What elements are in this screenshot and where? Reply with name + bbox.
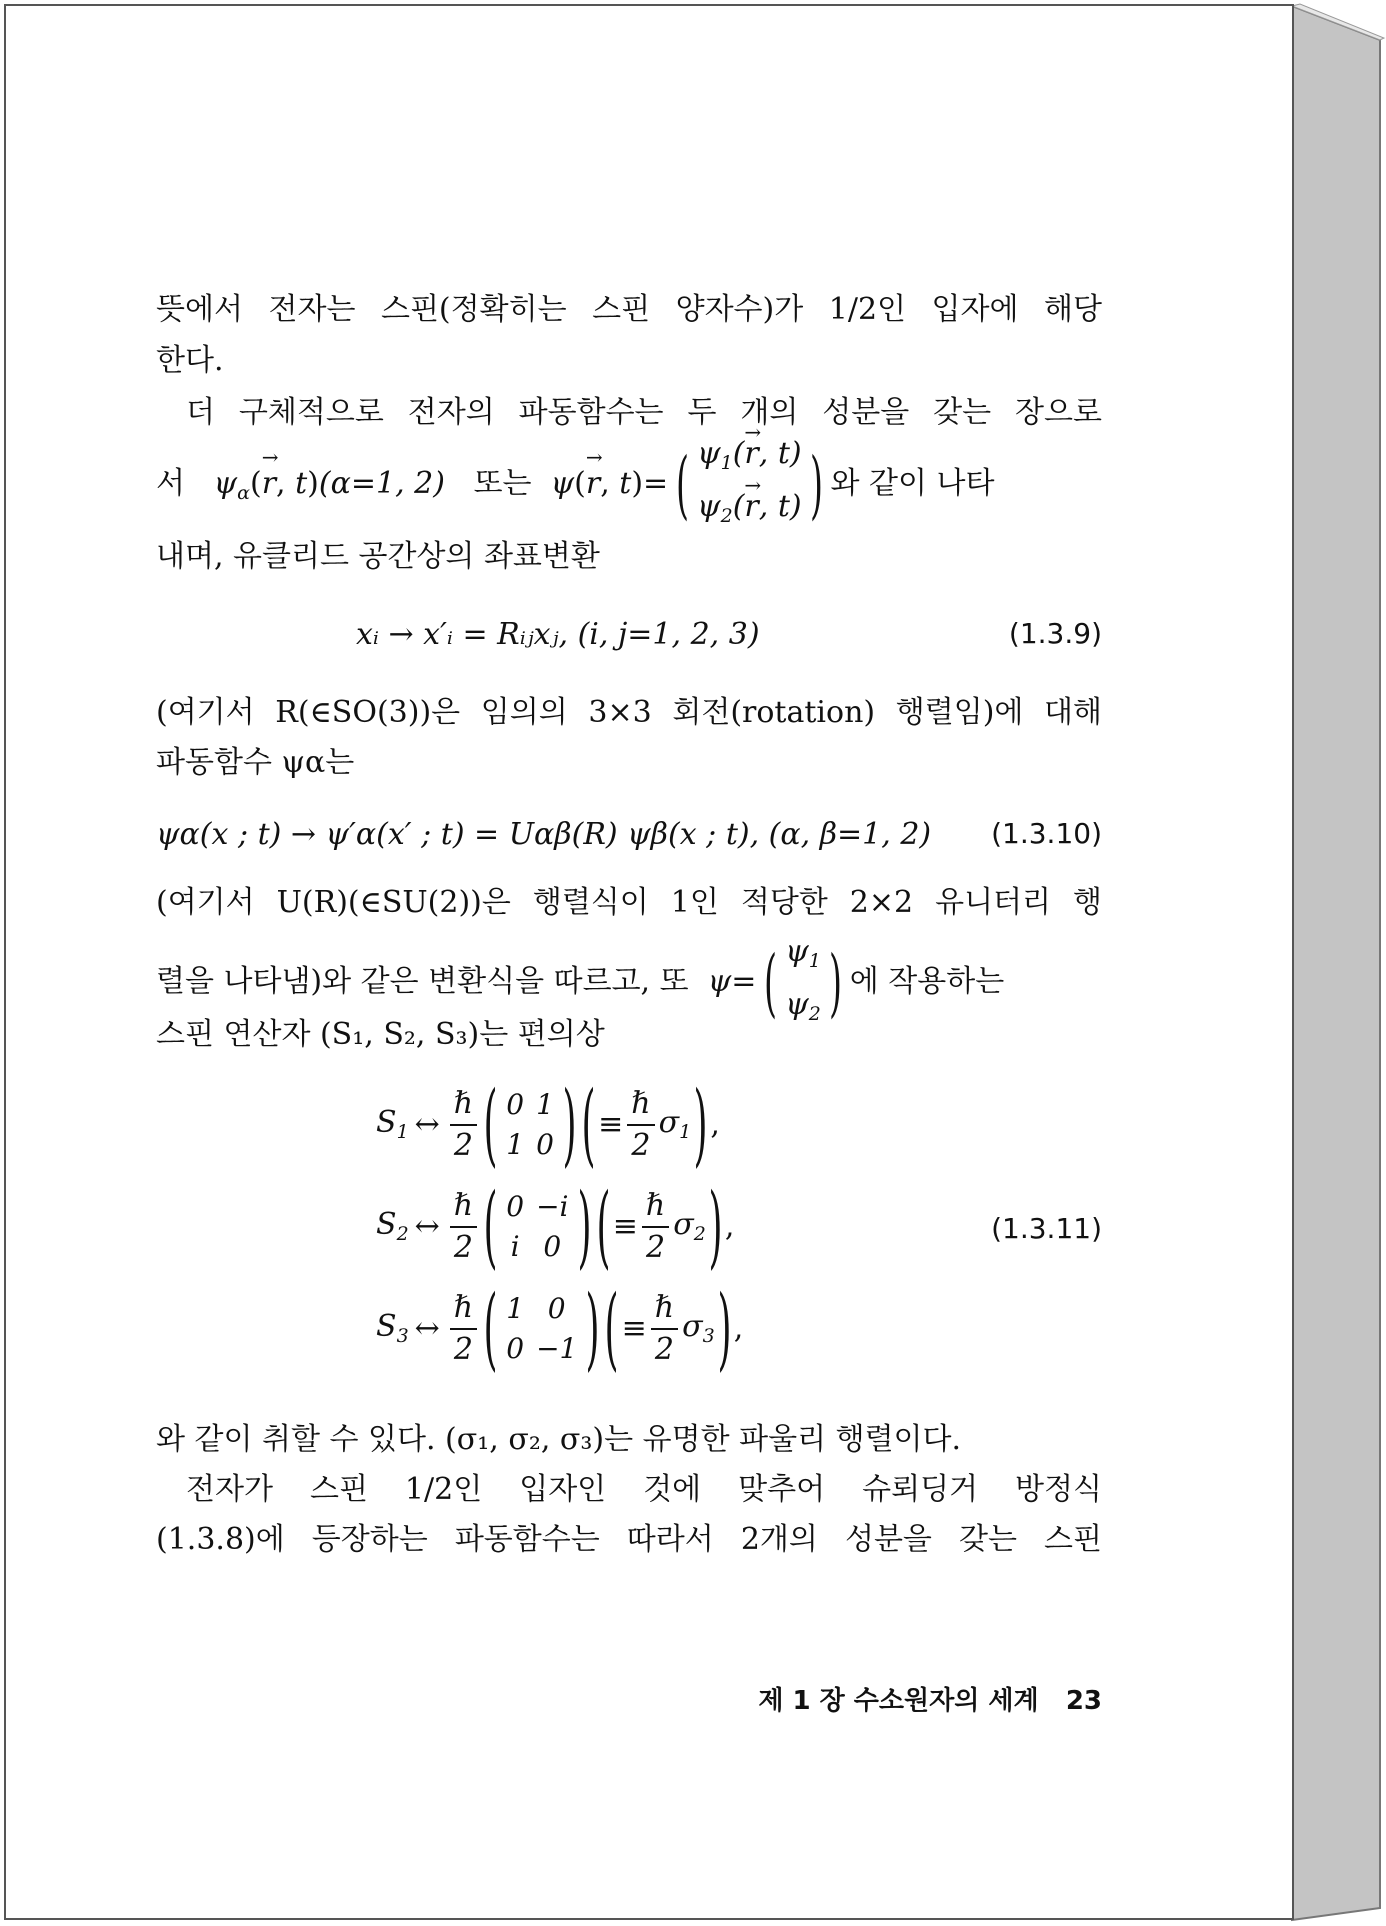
paragraph-5-line-1: 와 같이 취할 수 있다. (σ₁, σ₂, σ₃)는 유명한 파울리 행렬이다. [156, 1422, 962, 1457]
pauli-matrix: 0 1 1 0 [506, 1088, 554, 1161]
sigma-symbol: $\sigma_3$ [682, 1309, 715, 1347]
psi-alpha: $\psi_\alpha$ [213, 466, 250, 504]
sigma-symbol: $\sigma_1$ [658, 1105, 692, 1143]
paragraph-4-line-2-start: 렬을 나타냄)와 같은 변환식을 따르고, 또 [156, 964, 689, 999]
page-footer [730, 1680, 1102, 1717]
paragraph-3-line-2: 파동함수 ψα는 [156, 745, 355, 780]
paragraph-2-line-3: 내며, 유클리드 공간상의 좌표변환 [156, 539, 600, 574]
text-seo: 서 [156, 466, 185, 501]
sigma-symbol: $\sigma_2$ [673, 1207, 706, 1245]
paragraph-6-line-1: 전자가 스핀 1/2인 입자인 것에 맞추어 슈뢰딩거 방정식 [186, 1472, 1102, 1507]
t-var: t [295, 466, 308, 501]
paragraph-1-line-1: 뜻에서 전자는 스핀(정확히는 스핀 양자수)가 1/2인 입자에 해당 [156, 292, 1102, 327]
pauli-matrix: 1 0 0 −1 [506, 1292, 578, 1365]
paragraph-4-line-1: (여기서 U(R)(∈SU(2))은 행렬식이 1인 적당한 2×2 유니터리 행 [156, 885, 1102, 920]
text-and-appears: 와 같이 나타 [830, 466, 995, 501]
paragraph-6-line-2: (1.3.8)에 등장하는 파동함수는 따라서 2개의 성분을 갖는 스핀 [156, 1522, 1102, 1557]
equation-1-3-10: ψα(x ; t) → ψ′α(x′ ; t) = Uαβ(R) ψβ(x ; t), (α, β=1, 2) [156, 817, 932, 852]
alpha-range: (α=1, 2) [318, 466, 445, 501]
pauli-matrix: 0 −i i 0 [506, 1190, 569, 1263]
spin-operator: $S_2$ [376, 1207, 409, 1245]
hbar-over-two: $\frac{\text{ℏ}}{2}$ [450, 1288, 477, 1370]
hbar-over-two: $\frac{\text{ℏ}}{2}$ [450, 1186, 477, 1268]
spin-operator-row: $S_3$ ↔ $\frac{\text{ℏ}}{2}$ ( 1 0 0 −1 )(≡ $\frac{\text{ℏ}}{2}$ $\sigma_3$), [376, 1276, 744, 1381]
page-number: 23 [1065, 1686, 1102, 1716]
equation-number-1-3-11: (1.3.11) [991, 1212, 1102, 1245]
paragraph-3-line-1: (여기서 R(∈SO(3))은 임의의 3×3 회전(rotation) 행렬임)에 대해 [156, 695, 1102, 730]
paragraph-2-line-2: 서 $\psi_\alpha(\to r$, t)(α=1, 2) 또는 ψ(→ r, t)= ( $\psi_1(\to r$, t) $\psi_2(\to r$, t) ) 와 같이 나타 [156, 432, 1102, 538]
paragraph-4-line-3: 스핀 연산자 (S₁, S₂, S₃)는 편의상 [156, 1017, 605, 1052]
spin-operator: $S_3$ [376, 1309, 409, 1347]
spin-operator-row: $S_1$ ↔ $\frac{\text{ℏ}}{2}$ ( 0 1 1 0 )(≡ $\frac{\text{ℏ}}{2}$ $\sigma_1$), [376, 1072, 720, 1177]
paragraph-4-line-2: 렬을 나타냄)와 같은 변환식을 따르고, 또 ψ= ( $\psi_1$ $\psi_2$ ) 에 작용하는 [156, 930, 1102, 1036]
paragraph-1-line-2: 한다. [156, 343, 224, 378]
equation-number-1-3-9: (1.3.9) [1008, 617, 1102, 650]
paragraph-4-line-2-end: 에 작용하는 [849, 964, 1005, 999]
equation-1-3-9: xᵢ → x′ᵢ = Rᵢⱼxⱼ, (i, j=1, 2, 3) [356, 617, 760, 652]
spin-operator: $S_1$ [376, 1105, 409, 1143]
chapter-title: 제 1 장 수소원자의 세계 [758, 1686, 1039, 1716]
spin-operator-row: $S_2$ ↔ $\frac{\text{ℏ}}{2}$ ( 0 −i i 0 )(≡ $\frac{\text{ℏ}}{2}$ $\sigma_2$), [376, 1174, 735, 1279]
equation-number-1-3-10: (1.3.10) [991, 817, 1102, 850]
hbar-over-two: $\frac{\text{ℏ}}{2}$ [450, 1084, 477, 1166]
psi-two-component: $\psi_1$ $\psi_2$ [785, 934, 821, 1025]
psi-column-vector: $\psi_1(\to r$, t) $\psi_2(\to r$, t) [697, 432, 802, 538]
text-or: 또는 [473, 466, 532, 501]
r-vector: → r [262, 469, 276, 499]
paragraph-2-line-1: 더 구체적으로 전자의 파동함수는 두 개의 성분을 갖는 장으로 [186, 395, 1102, 430]
